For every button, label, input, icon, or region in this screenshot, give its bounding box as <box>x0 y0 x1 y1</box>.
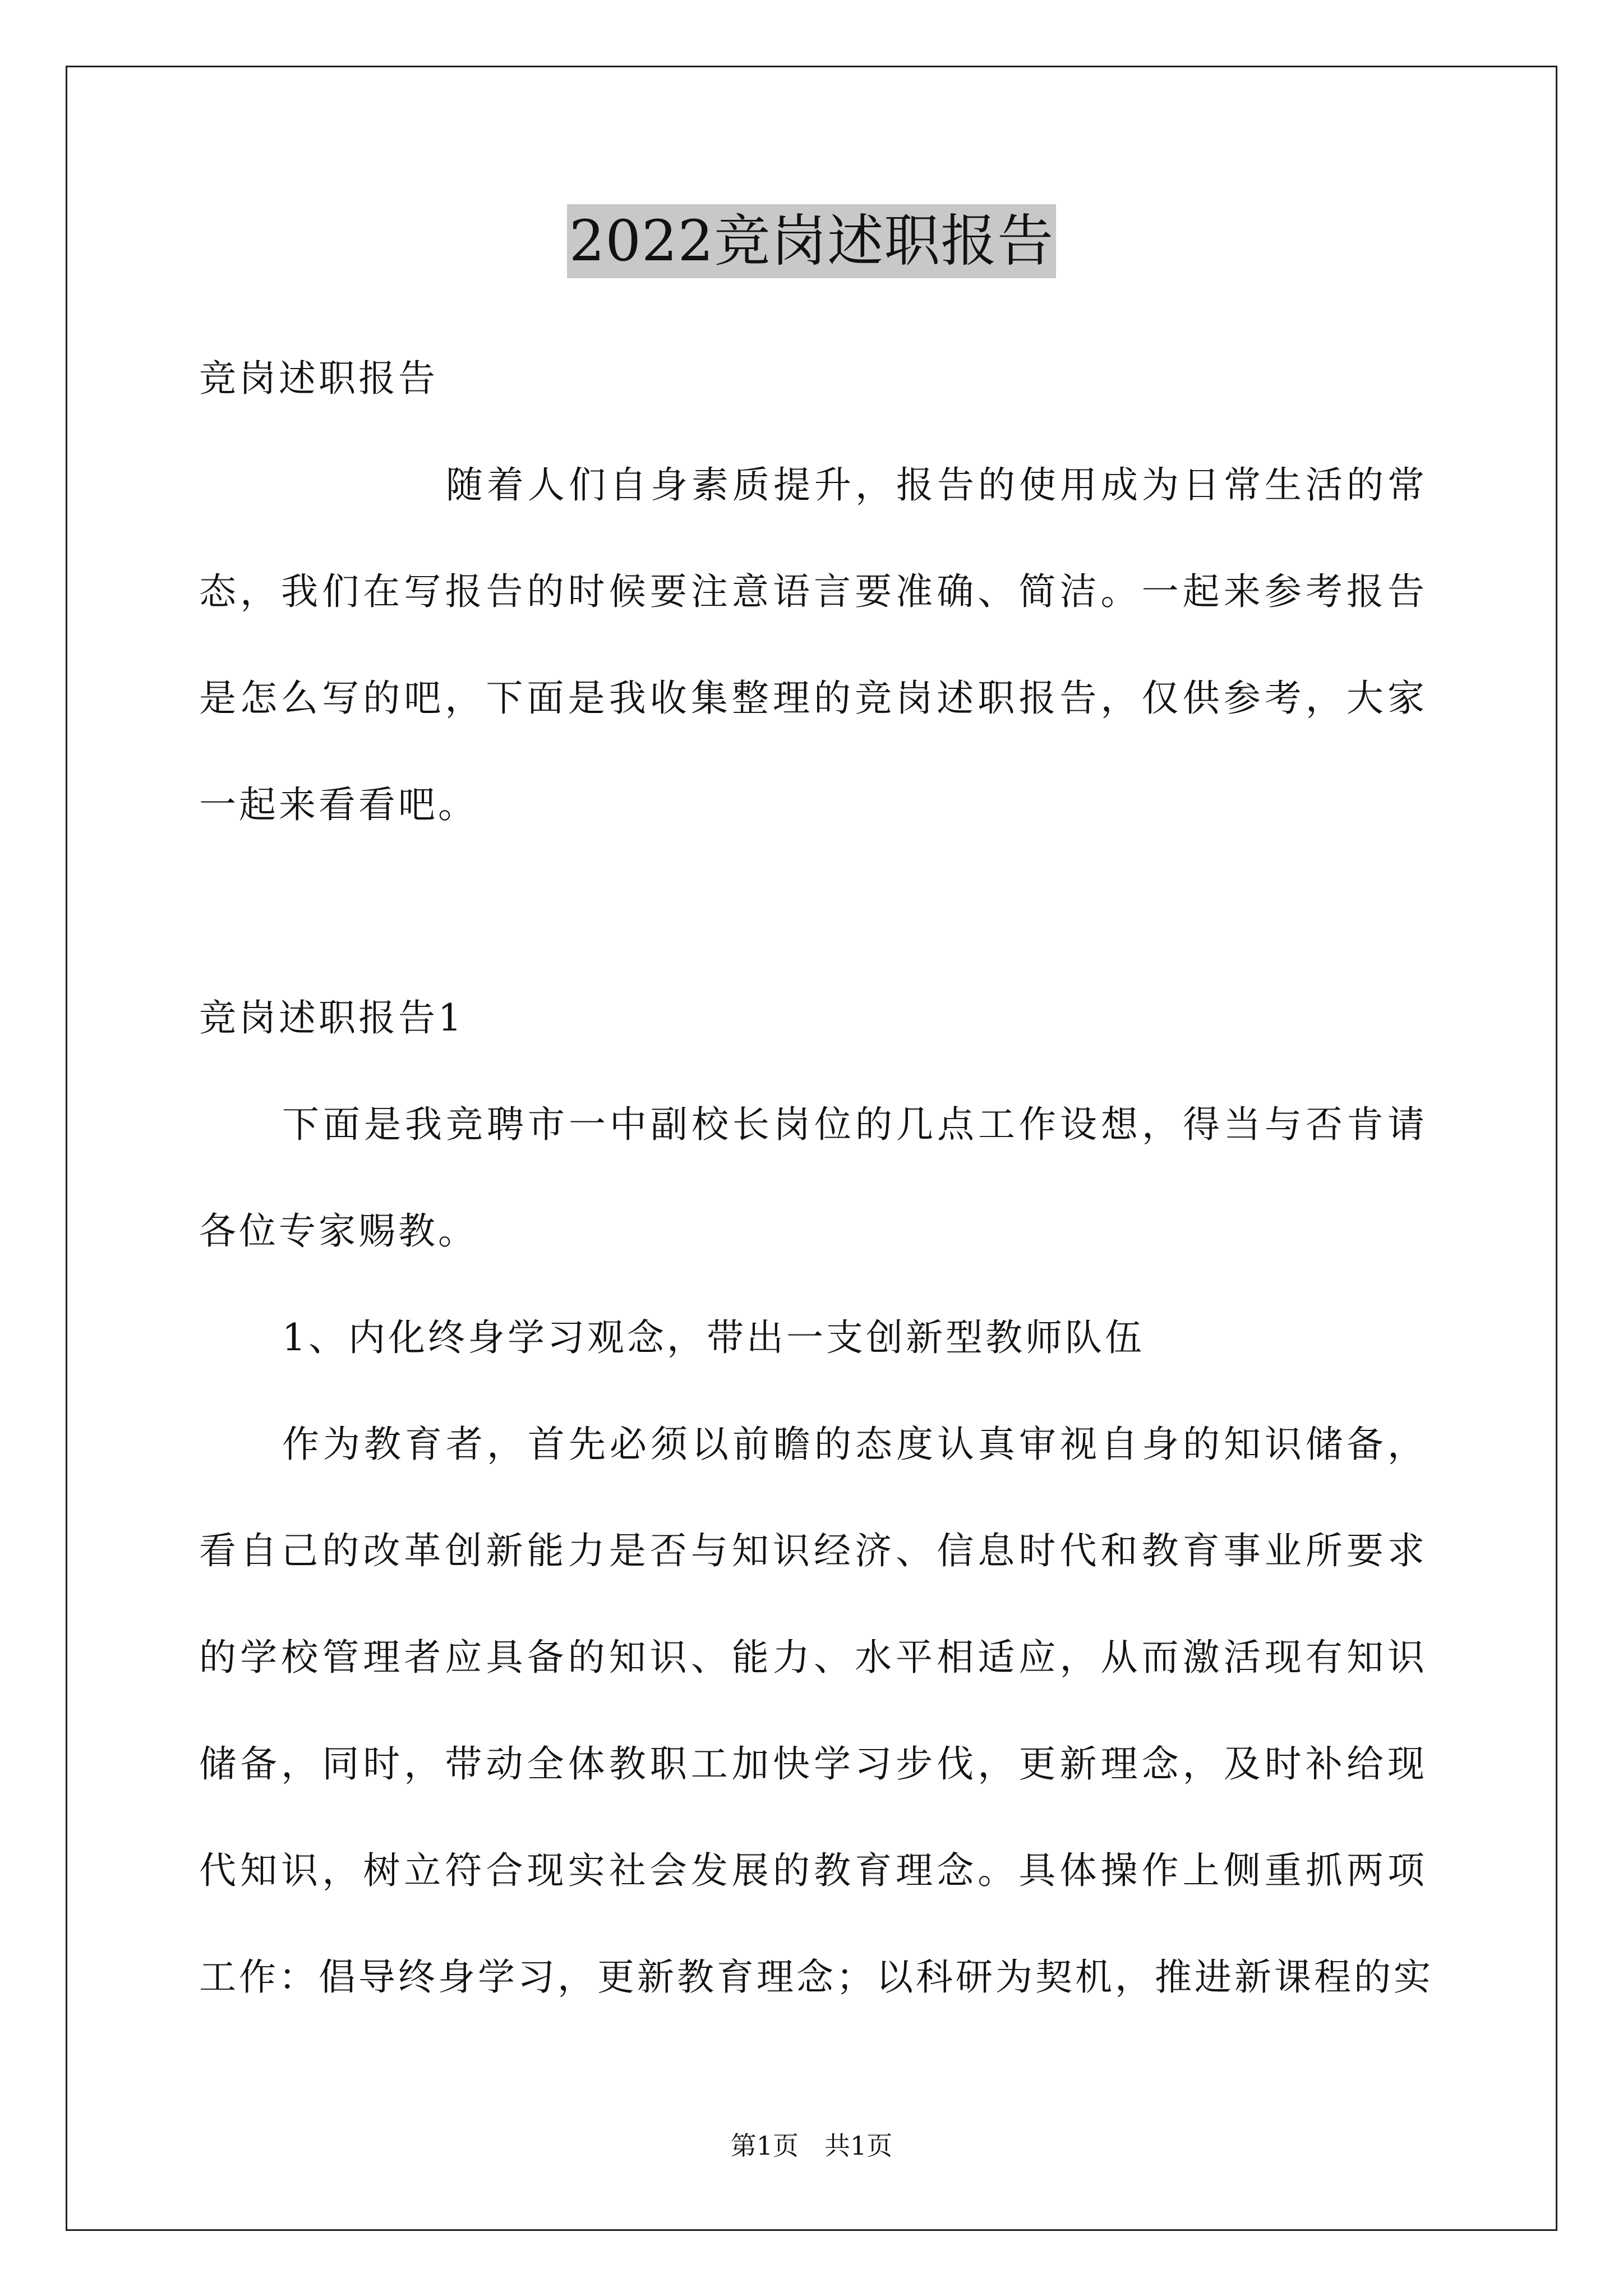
para2-line-4: 储备，同时，带动全体教职工加快学习步伐，更新理念，及时补给现 <box>199 1742 1427 1786</box>
intro-line-2: 态，我们在写报告的时候要注意语言要准确、简洁。一起来参考报告 <box>199 570 1427 613</box>
para1-line-2: 各位专家赐教。 <box>199 1209 478 1253</box>
intro-line-3: 是怎么写的吧，下面是我收集整理的竞岗述职报告，仅供参考，大家 <box>199 677 1427 720</box>
subtitle: 竞岗述职报告 <box>199 357 438 400</box>
para2-line-2: 看自己的改革创新能力是否与知识经济、信息时代和教育事业所要求 <box>199 1529 1427 1572</box>
para2-line-3: 的学校管理者应具备的知识、能力、水平相适应，从而激活现有知识 <box>199 1636 1427 1679</box>
page-footer: 第1页 共1页 <box>730 2131 893 2161</box>
para2-line-6: 工作：倡导终身学习，更新教育理念；以科研为契机，推进新课程的实 <box>199 1955 1433 1999</box>
intro-line-4: 一起来看看吧。 <box>199 783 478 826</box>
document-title: 2022竞岗述职报告 <box>567 204 1057 278</box>
title-container <box>0 204 1623 278</box>
para2-line-5: 代知识，树立符合现实社会发展的教育理念。具体操作上侧重抓两项 <box>199 1849 1427 1892</box>
para1-line-1: 下面是我竞聘市一中副校长岗位的几点工作设想，得当与否肯请 <box>282 1103 1427 1146</box>
para2-line-1: 作为教育者，首先必须以前瞻的态度认真审视自身的知识储备， <box>282 1423 1427 1466</box>
intro-line-1: 随着人们自身素质提升，报告的使用成为日常生活的常 <box>446 463 1427 507</box>
section-heading: 竞岗述职报告1 <box>199 996 464 1039</box>
point-1-heading: 1、内化终身学习观念，带出一支创新型教师队伍 <box>282 1316 1145 1359</box>
